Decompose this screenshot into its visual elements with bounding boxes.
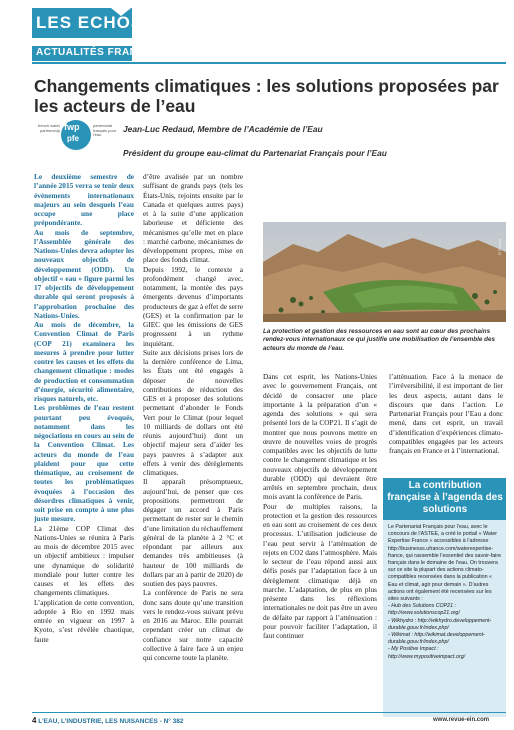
- body-paragraph: Pour de multiples raisons, la protection et la gestion des ressources en eau sont au croisement de ces deux processus. L’utilisation judicieuse de l’eau peut servir à l’atténuation de rejets en CO2 dans l’atmosphère. Mais le secteur de l’eau répond aussi aux défis posés par l’adaptation face à un dérèglement climatique déjà en marche. L’adaptation, de plus en plus présente dans les réflexions internationales ne doit pas être un aveu de défaite par rapport à l’atténuation : pour pouvoir faciliter l’adaptation, il faut continuer: [263, 501, 377, 640]
- section-title: LES ECHOS: [36, 13, 144, 32]
- body-paragraph: Suite aux décisions prises lors de la dernière conférence de Lima, les États ont été engagés à déposer de nouvelles contributions de réduction des GES et à proposer des solutions permettant d’abonder le Fonds Vert pour le Climat (pour lequel 10 milliards de dollars ont été réunis aujourd’hui) dont un objectif majeur sera d’aider les pays pauvres à s’adapter aux effets à venir des dérèglements climatiques.: [143, 347, 243, 477]
- article-column-4: [389, 372, 503, 455]
- resource-link[interactable]: - Wikimat : http://wikimat.developpement-durable.gouv.fr/index.php/: [388, 632, 485, 646]
- header-rule: [32, 62, 506, 64]
- resource-link[interactable]: - My Positive Impact : http://www.mypositiveimpact.org/: [388, 646, 466, 660]
- lead-paragraph-4: Les problèmes de l’eau restent pourtant peu évoqués, notamment dans les négociations en cours au sein de la Convention Climat. Les acteurs du monde de l’eau plaident pour que cette thématique, au croisement de toutes les problématiques évoquées à l’occasion des désordres climatiques à venir, soit prise en compte à une plus juste mesure.: [34, 403, 134, 524]
- resource-link[interactable]: - Hub des Solutions COP21 : http://www.solutionscop21.org/: [388, 603, 460, 617]
- body-paragraph: La 21ème COP Climat des Nations-Unies se réunira à Paris au mois de décembre 2015 avec un objectif ambitieux : impulser une dynamique de solidarité mondiale pour lutter contre les causes et les effets des changements climatiques.: [34, 523, 134, 598]
- body-paragraph: Dans cet esprit, les Nations-Unies avec le gouvernement Français, ont décidé de consacrer une place importante à la préparation d’un « agenda des solutions » qui sera présenté lors de la COP21. Il s’agit de montrer que nous pouvons mettre en œuvre de nouvelles voies de progrès compatibles avec les objectifs de lutte contre le changement climatique et les nouveaux objectifs de développement durable (ODD) qui devraient être arrêtés en septembre prochain, deux mois avant la conférence de Paris.: [263, 372, 377, 502]
- footer-journal: [32, 716, 184, 725]
- body-paragraph: l’atténuation. Face à la menace de l’irréversibilité, il est important de lier les deux aspects, autant dans le discours que dans l’action. Le Partenariat Français pour l’Eau a donc mené, dans cet esprit, un travail d’identification d’expériences climato-compatibles engagées par les acteurs français en France et à l’international.: [389, 372, 503, 455]
- body-paragraph: La conférence de Paris ne sera donc sans doute qu’une transition vers le rendez-vous suivant prévu en 2016 au Maroc. Elle pourrait cependant créer un climat de confiance sur notre capacité collective à faire face à un enjeu qui concerne toute la planète.: [143, 588, 243, 662]
- sidebar-box-intro: Le Partenariat Français pour l’eau, avec le concours de l’ASTEE, a créé le portail « Water Expertise France » accessibles à l’adresse http://businesss.ufrance.com/waterexpertise-france, qui rassemble l’essentiel des savoir-faire français dans le domaine de l’eau. On trouvera sur ce site la plupart des actions climato-compatibles recensées dans la publication « Eau et climat, agir pour demain ». D’autres actions ont également été recensées sur les sites suivants :: [388, 524, 502, 603]
- logo-line-fwp: fwp: [64, 122, 80, 132]
- article-column-1: [34, 172, 134, 644]
- article-column-3: [263, 372, 377, 640]
- article-column-2: [143, 172, 243, 662]
- author-byline: Jean-Luc Redaud, Membre de l’Académie de l’Eau: [123, 124, 323, 134]
- sidebar-box-body: [388, 524, 502, 661]
- sidebar-box-title: La contribution française à l’agenda des solutions: [387, 480, 503, 515]
- logo-caption-english: french water partnership: [37, 123, 60, 133]
- lead-paragraph-3: Au mois de décembre, la Convention Climat de Paris (COP 21) examinera les mesures à prendre pour lutter contre les causes et les effets du changement climatique : modes de production et consommation d’énergie, sécurité alimentaire, risques naturels, etc.: [34, 320, 134, 403]
- resource-link[interactable]: - Wikhydro : http://wikhydro.developpement-durable.gouv.fr/index.php/: [388, 617, 492, 631]
- photo-caption: La protection et gestion des ressources en eau sont au cœur des prochains rendez-vous internationaux ce qui justifie une mobilisation de l’ensemble des acteurs du monde de l’eau.: [263, 328, 495, 352]
- landscape-photo: [263, 222, 506, 322]
- subsection-title: ACTUALITÉS FRANCE: [36, 47, 153, 58]
- body-paragraph: Depuis 1992, le contexte a profondément changé avec, notamment, la montée des pays émergents devenus d’importants producteurs de gaz à effet de serre (GES) et la confirmation par le GIEC que les émissions de GES progressent à un rythme inquiétant.: [143, 264, 243, 348]
- footer-rule: [32, 712, 506, 713]
- footer-website[interactable]: www.revue-ein.com: [433, 717, 490, 723]
- photo-credit: © Fotolia: [497, 238, 502, 255]
- logo-line-pfe: pfe: [67, 134, 79, 143]
- body-paragraph: d’être avalisée par un nombre suffisant de grands pays (tels les États-Unis, rejoints ensuite par le Canada et quelques autres pays) et à la suite d’une application laborieuse et déficiente des mécanismes qu’elle met en place : marché carbone, mécanismes de développement propres, mise en place des fonds climat.: [143, 172, 243, 265]
- author-role: Président du groupe eau-climat du Partenariat Français pour l’Eau: [123, 148, 387, 158]
- lead-paragraph-2: Au mois de septembre, l’Assemblée générale des Nations-Unies devra adopter les nouveaux objectifs de développement (ODD). Un objectif « eau » figure parmi les 17 objectifs de développement durable qui seront proposés à l’approbation prochaine des Nations-Unies.: [34, 227, 134, 320]
- body-paragraph: Il apparaît présomptueux, aujourd’hui, de penser que ces propositions permettront de dégager un accord à Paris permettant de rester sur le chemin d’une limitation du réchauffement général de la planète à 2 °C et répondant par ailleurs aux demandes très ambitieuses (à hauteur de 100 milliards de dollars par an à partir de 2020) de soutien des pays pauvres.: [143, 477, 243, 588]
- journal-title: L’EAU, L’INDUSTRIE, LES NUISANCES - N° 382: [38, 718, 184, 725]
- lead-paragraph-1: Le deuxième semestre de l’année 2015 verra se tenir deux événements internationaux majeurs au sein desquels l’eau occupe une place prépondérante.: [34, 172, 134, 228]
- page-number: 4: [32, 716, 37, 725]
- article-headline: Changements climatiques : les solutions proposées par les acteurs de l’eau: [34, 76, 499, 116]
- body-paragraph: L’application de cette convention, adoptée à Rio en 1992 mais entrée en vigueur en 1997 à Kyoto, s’est révélée chaotique, faute: [34, 597, 134, 644]
- logo-caption-french: partenariat français pour l'eau: [93, 123, 117, 138]
